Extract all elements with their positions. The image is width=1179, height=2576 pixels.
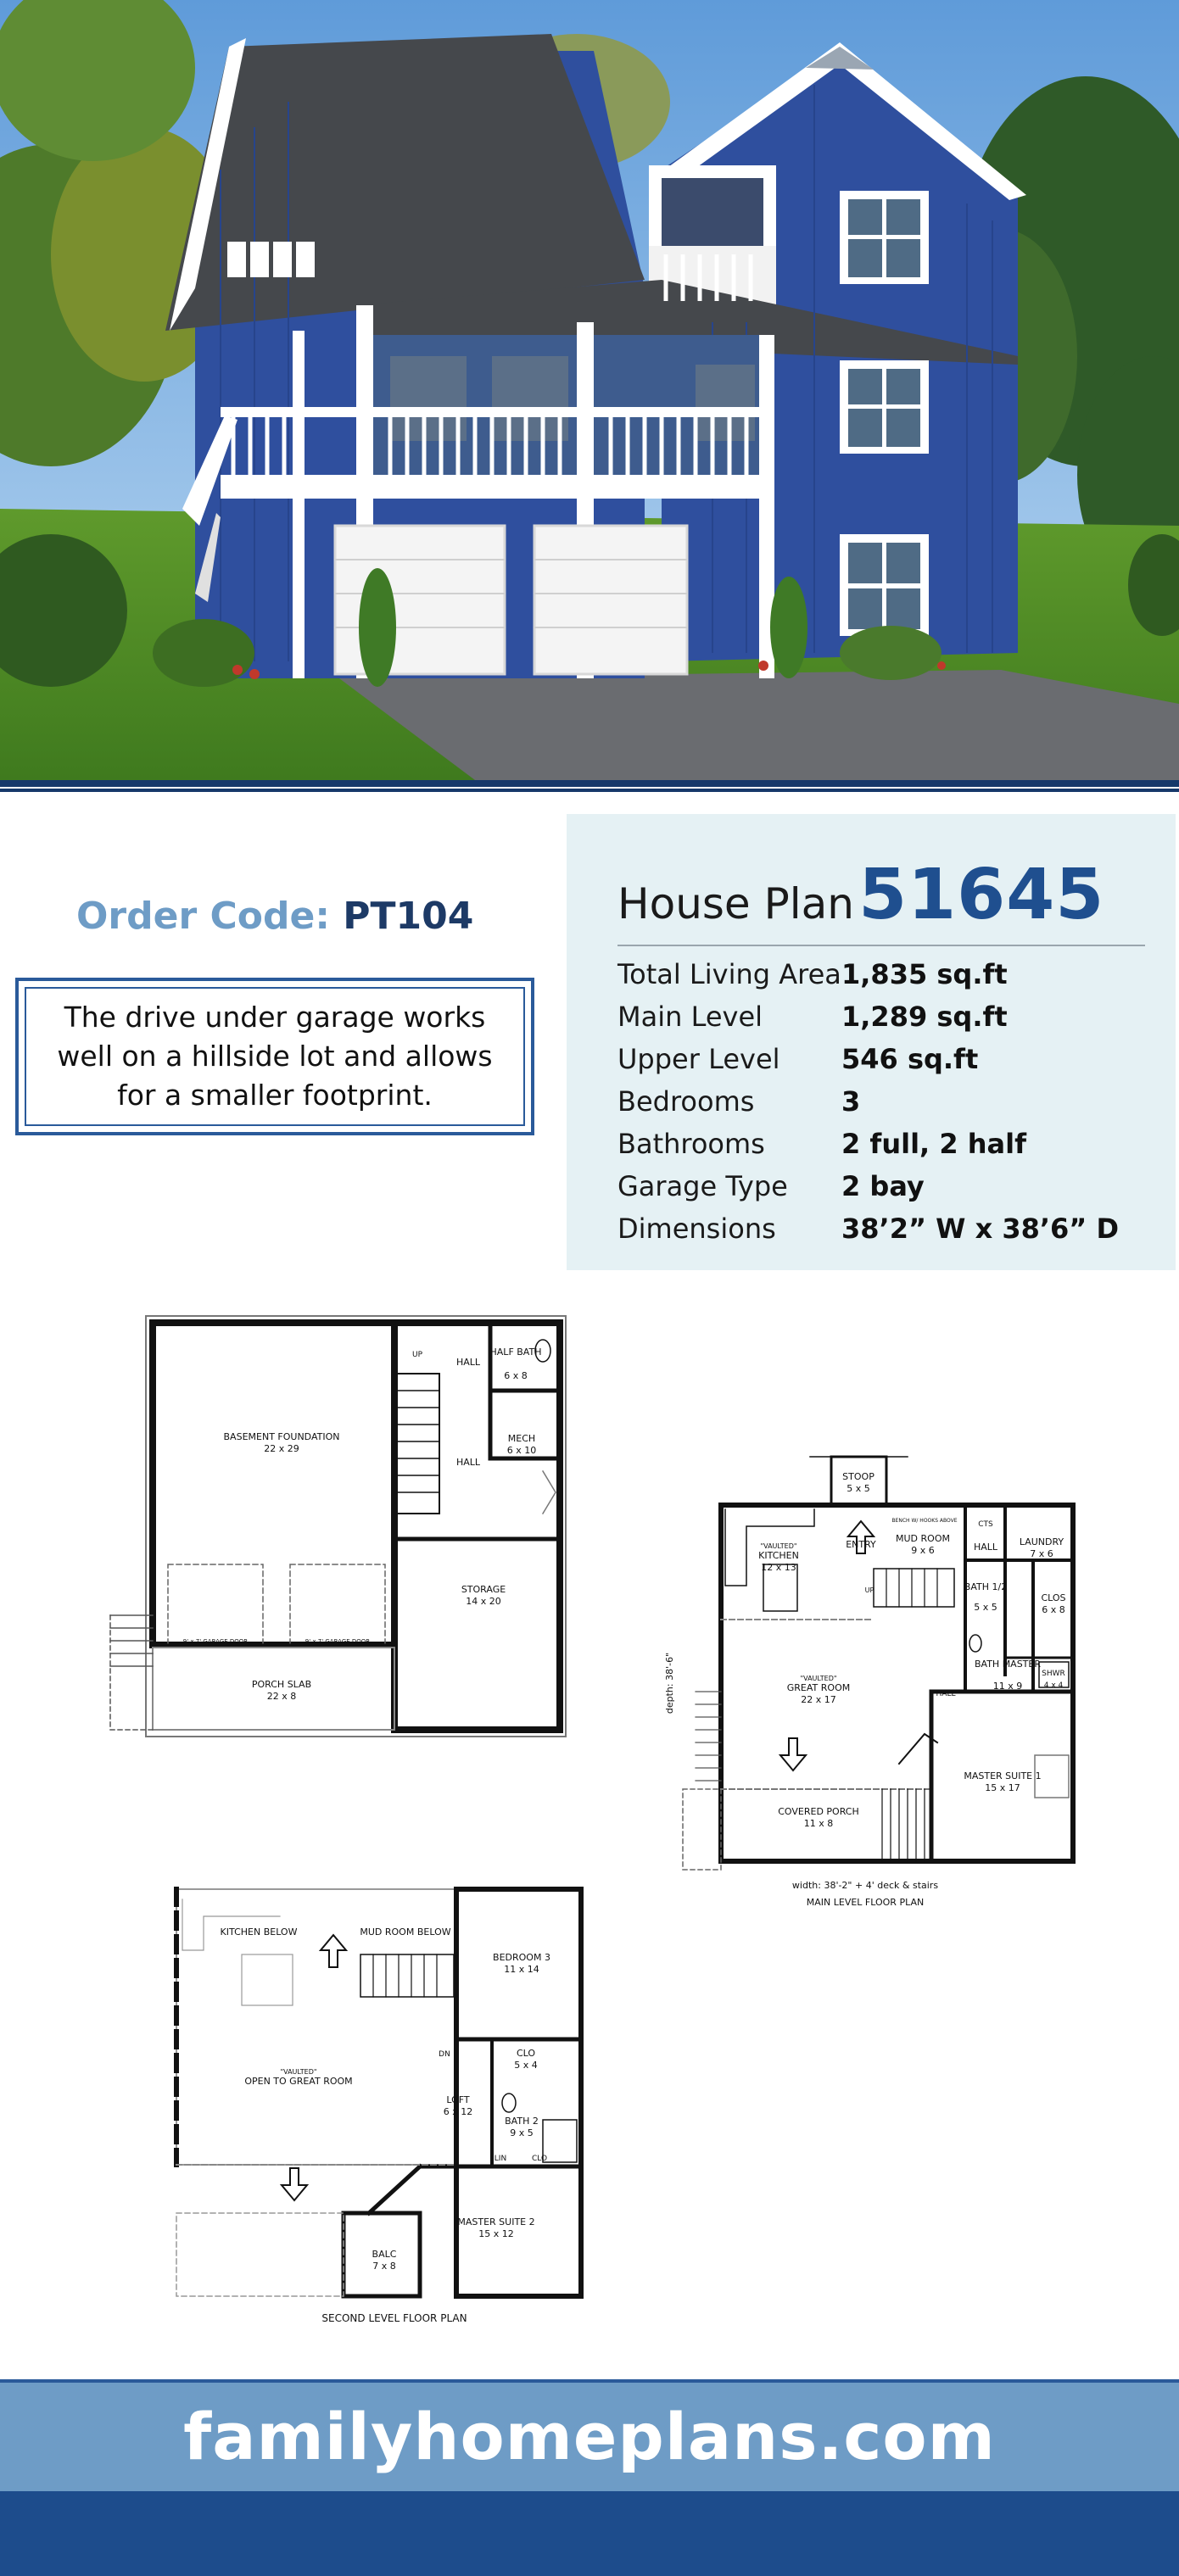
main-bench: BENCH W/ HOOKS ABOVE: [891, 1518, 958, 1524]
spec-row-bathrooms: [617, 1123, 1026, 1165]
plan-number: 51645: [858, 855, 1105, 935]
basement-garage-door-1: 9' x 7' GARAGE DOOR: [182, 1638, 249, 1645]
description-text: The drive under garage works well on a hillside lot and allows for a smaller footprint.: [57, 1001, 493, 1112]
basement-room-4-name: MECH: [507, 1433, 536, 1444]
main-hall-1: HALL: [973, 1542, 998, 1553]
main-master-suite-size: 15 x 17: [985, 1782, 1020, 1793]
second-bedroom-name: BEDROOM 3: [493, 1952, 550, 1963]
basement-hall-1: HALL: [455, 1357, 481, 1368]
second-clo-label: CLO: [531, 2155, 548, 2163]
main-depth-label: depth: 38'-6": [664, 1652, 675, 1715]
second-balc-name: BALC: [372, 2249, 397, 2260]
spec-value: 546 sq.ft: [841, 1043, 979, 1075]
plan-title-label: House Plan: [617, 879, 854, 928]
main-entry: ENTRY: [846, 1539, 876, 1550]
second-balc-size: 7 x 8: [372, 2261, 396, 2272]
spec-row-dimensions: [617, 1207, 1119, 1250]
second-open-name: OPEN TO GREAT ROOM: [244, 2076, 353, 2087]
second-loft-name: LOFT: [446, 2094, 470, 2105]
second-kitchen-below: KITCHEN BELOW: [220, 1926, 298, 1938]
basement-room-4-size: 6 x 10: [506, 1445, 537, 1456]
main-bath-master-name: BATH MASTER: [974, 1659, 1042, 1670]
spec-value: 3: [841, 1085, 861, 1118]
hero-divider: [0, 780, 1179, 787]
basement-room-5-name: HALF BATH: [489, 1347, 542, 1358]
second-bath-size: 9 x 5: [510, 2127, 534, 2138]
second-dn: DN: [439, 2050, 450, 2059]
plan-title: [617, 855, 1104, 935]
order-code: [76, 895, 473, 938]
second-level-plan: [176, 1889, 581, 2296]
basement-room-1-name: BASEMENT FOUNDATION: [223, 1431, 340, 1442]
main-great-room-size: 22 x 17: [801, 1694, 836, 1705]
floor-plan-drawings: [0, 1289, 1179, 2332]
description-box: [15, 978, 534, 1135]
main-kitchen-note: "VAULTED": [760, 1542, 797, 1550]
main-mudroom-size: 9 x 6: [911, 1545, 935, 1556]
main-clos-size: 6 x 8: [1042, 1604, 1065, 1615]
basement-room-2-name: STORAGE: [461, 1584, 506, 1595]
spec-row-total-living-area: [617, 953, 1008, 995]
main-width-label: width: 38'-2" + 4' deck & stairs: [791, 1880, 939, 1891]
second-open-note: "VAULTED": [280, 2068, 317, 2076]
house-illustration: [0, 0, 1179, 780]
basement-room-5-size: 6 x 8: [504, 1370, 528, 1381]
main-mudroom-name: MUD ROOM: [896, 1533, 950, 1544]
main-laundry-size: 7 x 6: [1030, 1548, 1053, 1559]
second-mudroom-below: MUD ROOM BELOW: [360, 1926, 451, 1938]
main-master-suite-name: MASTER SUITE 1: [964, 1770, 1042, 1781]
main-kitchen-name: KITCHEN: [758, 1550, 799, 1561]
second-bedroom-size: 11 x 14: [504, 1964, 539, 1975]
spec-key: Upper Level: [617, 1043, 780, 1075]
second-master-name: MASTER SUITE 2: [457, 2216, 535, 2228]
basement-up: UP: [411, 1351, 423, 1359]
spec-row-main-level: [617, 995, 1008, 1038]
spec-value: 2 bay: [841, 1170, 925, 1202]
main-caption: MAIN LEVEL FLOOR PLAN: [806, 1897, 925, 1908]
main-hall-2: HALL: [936, 1690, 956, 1698]
footer-base: [0, 2491, 1179, 2576]
spec-key: Garage Type: [617, 1170, 788, 1202]
basement-room-3-name: PORCH SLAB: [251, 1679, 312, 1690]
footer-url[interactable]: familyhomeplans.com: [183, 2399, 996, 2474]
basement-room-3-size: 22 x 8: [266, 1691, 297, 1702]
spec-key: Bedrooms: [617, 1085, 755, 1118]
second-clo-name: CLO: [516, 2048, 536, 2059]
spec-key: Main Level: [617, 1001, 763, 1033]
order-code-value: PT104: [343, 895, 474, 938]
main-up: UP: [864, 1586, 874, 1594]
second-caption: SECOND LEVEL FLOOR PLAN: [321, 2312, 467, 2324]
main-kitchen-size: 12 x 13: [761, 1562, 796, 1573]
spec-value: 1,835 sq.ft: [841, 958, 1008, 990]
second-bath-name: BATH 2: [505, 2116, 539, 2127]
order-code-label: Order Code:: [76, 895, 330, 938]
hero-divider-thin: [0, 789, 1179, 792]
main-great-room-name: GREAT ROOM: [786, 1682, 851, 1693]
second-loft-size: 6 x 12: [443, 2106, 473, 2117]
main-clos-name: CLOS: [1041, 1592, 1066, 1603]
spec-row-garage-type: [617, 1165, 925, 1207]
spec-row-bedrooms: [617, 1080, 860, 1123]
main-stoop-name: STOOP: [842, 1471, 874, 1482]
second-lin: LIN: [494, 2155, 507, 2163]
main-great-room-note: "VAULTED": [800, 1675, 837, 1682]
main-half-bath-name: BATH 1/2: [964, 1581, 1008, 1592]
spec-value: 2 full, 2 half: [841, 1128, 1027, 1160]
basement-garage-door-2: 9' x 7' GARAGE DOOR: [305, 1638, 371, 1645]
basement-hall-2: HALL: [455, 1457, 481, 1468]
spec-row-upper-level: [617, 1038, 978, 1080]
spec-key: Dimensions: [617, 1213, 776, 1245]
main-bath-master-size: 11 x 9: [992, 1681, 1023, 1692]
main-laundry-name: LAUNDRY: [1019, 1536, 1064, 1547]
spec-value: 1,289 sq.ft: [841, 1001, 1008, 1033]
floor-plans: [0, 1289, 1179, 2332]
house-rendering: [0, 0, 1179, 780]
main-stoop-size: 5 x 5: [847, 1483, 870, 1494]
main-shwr-size: 4 x 4: [1043, 1681, 1064, 1690]
main-half-bath-size: 5 x 5: [974, 1602, 997, 1613]
basement-room-2-size: 14 x 20: [466, 1596, 501, 1607]
spec-panel: [567, 814, 1176, 1270]
main-shwr-name: SHWR: [1042, 1670, 1065, 1678]
main-cts: CTS: [978, 1520, 993, 1529]
spec-key: Bathrooms: [617, 1128, 765, 1160]
basement-plan: [110, 1316, 566, 1737]
spec-key: Total Living Area: [617, 958, 841, 990]
second-master-size: 15 x 12: [478, 2228, 514, 2239]
basement-room-1-size: 22 x 29: [264, 1443, 299, 1454]
spec-value: 38’2” W x 38’6” D: [841, 1213, 1120, 1245]
second-clo-size: 5 x 4: [514, 2060, 538, 2071]
description-box-inner: [25, 987, 525, 1126]
spec-divider: [617, 945, 1145, 946]
main-covered-porch-size: 11 x 8: [803, 1818, 834, 1829]
main-covered-porch-name: COVERED PORCH: [778, 1806, 859, 1817]
